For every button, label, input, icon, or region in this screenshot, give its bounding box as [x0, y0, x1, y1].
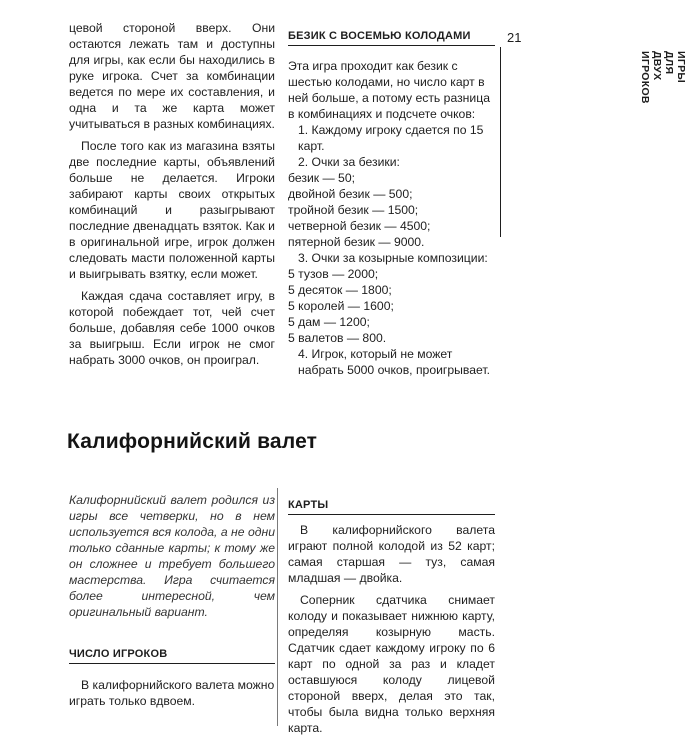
- score-line: 5 валетов — 800.: [288, 331, 387, 345]
- rule-item: 3. Очки за козырные композиции:: [298, 251, 488, 265]
- score-line: 5 дам — 1200;: [288, 315, 370, 329]
- paragraph: В калифорнийского валета можно играть только вдвоем.: [69, 678, 275, 708]
- chapter-intro: [69, 492, 275, 620]
- score-line: безик — 50;: [288, 171, 355, 185]
- section-heading-cards: КАРТЫ: [288, 499, 495, 515]
- paragraph: В калифорнийского валета играют полной колодой из 52 карт; самая старшая — туз, самая младшая — двойка.: [288, 523, 495, 585]
- score-line: пятерной безик — 9000.: [288, 235, 425, 249]
- score-line: 5 королей — 1600;: [288, 299, 394, 313]
- paragraph: цевой стороной вверх. Они остаются лежать там и доступны для игры, как если бы находились в руке игрока. Счет за комбинации ведется по мере их составления, и одна и та же карта может учитываться в разных комбинациях.: [69, 21, 275, 131]
- side-tab: [500, 47, 687, 237]
- page-number: 21: [507, 30, 522, 45]
- score-line: двойной безик — 500;: [288, 187, 413, 201]
- intro-paragraph: Калифорнийский валет родился из игры все четверки, но в нем используется вся колода, а не одни только сданные карты; к тому же он сложнее и требует большего мастерства. Игра считается более интересной, чем оригинальный вариант.: [69, 493, 275, 619]
- paragraph: Каждая сдача составляет игру, в которой побеждает тот, чей счет больше, добавляя себе 1000 очков за выигрыш. Если игрок не смог набрать 3000 очков, он проиграл.: [69, 289, 275, 367]
- bezik-column: [288, 58, 495, 378]
- cards-column: [288, 522, 495, 736]
- left-column: [69, 20, 275, 368]
- section-heading-bezik: БЕЗИК С ВОСЕМЬЮ КОЛОДАМИ: [288, 30, 495, 46]
- paragraph: Эта игра проходит как безик с шестью колодами, но число карт в ней больше, а потому есть разница в комбинациях и подсчете очков:: [288, 59, 490, 121]
- chapter-title: Калифорнийский валет: [67, 430, 318, 453]
- score-line: 5 тузов — 2000;: [288, 267, 379, 281]
- score-line: четверной безик — 4500;: [288, 219, 431, 233]
- players-column: [69, 677, 275, 709]
- rule-item: 1. Каждому игроку сдается по 15 карт.: [298, 123, 484, 153]
- rule-item: 4. Игрок, который не может набрать 5000 очков, проигрывает.: [298, 347, 490, 377]
- section-heading-players: ЧИСЛО ИГРОКОВ: [69, 648, 275, 664]
- side-tab-label: ИГРЫ ДЛЯ ДВУХ ИГРОКОВ: [639, 51, 687, 104]
- score-line: 5 десяток — 1800;: [288, 283, 392, 297]
- rule-item: 2. Очки за безики:: [298, 155, 400, 169]
- column-divider: [277, 488, 278, 726]
- score-line: тройной безик — 1500;: [288, 203, 419, 217]
- paragraph: После того как из магазина взяты две последние карты, объявлений больше не делается. Игроки забирают карты своих открытых комбинаций и разыгрывают последние двенадцать взяток. Как и в оригинальной игре, игрок должен следовать масти положенной карты и выигрывать взятку, если может.: [69, 139, 275, 281]
- paragraph: Соперник сдатчика снимает колоду и показывает нижнюю карту, определяя козырную масть. Сдатчик сдает каждому игроку по 6 карт по одной за раз и кладет оставшуюся колоду лицевой стороной вверх, делая это так, чтобы была видна только верхняя карта.: [288, 593, 495, 735]
